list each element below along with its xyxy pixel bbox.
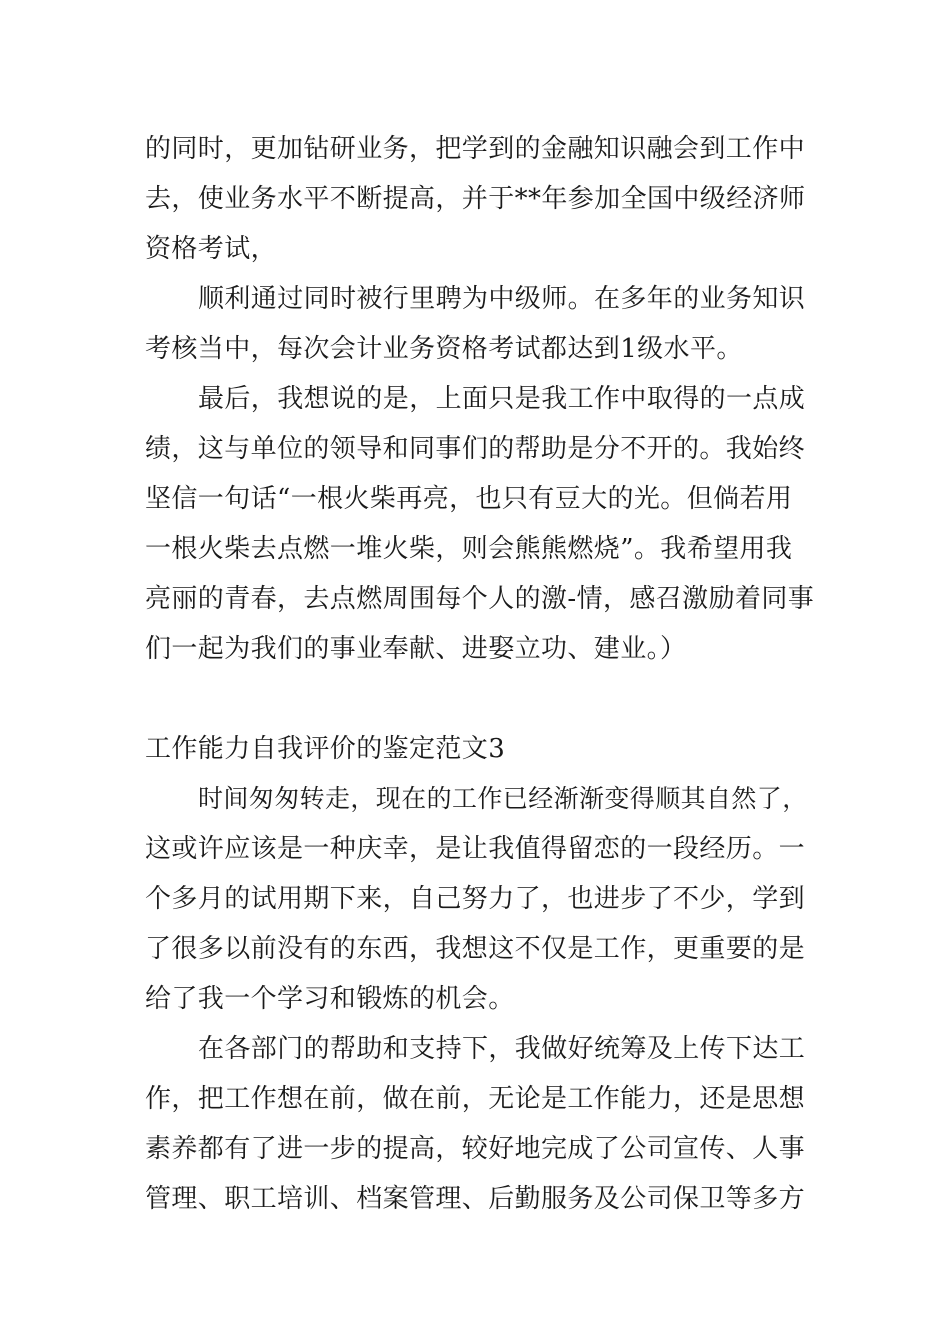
text-line: 去，使业务水平不断提高，并于**年参加全国中级经济师 bbox=[145, 184, 806, 214]
text-line: 考核当中，每次会计业务资格考试都达到1级水平。 bbox=[145, 334, 743, 364]
text-line: 资格考试， bbox=[145, 234, 278, 264]
text-line: 了很多以前没有的东西，我想这不仅是工作，更重要的是 bbox=[145, 934, 806, 964]
text-line: 在各部门的帮助和支持下，我做好统筹及上传下达工 bbox=[198, 1034, 806, 1064]
text-line: 一根火柴去点燃一堆火柴，则会熊熊燃烧”。我希望用我 bbox=[145, 534, 793, 564]
text-line: 时间匆匆转走，现在的工作已经渐渐变得顺其自然了， bbox=[198, 784, 808, 813]
text-line: 管理、职工培训、档案管理、后勤服务及公司保卫等多方 bbox=[145, 1184, 806, 1214]
text-line: 这或许应该是一种庆幸，是让我值得留恋的一段经历。一 bbox=[145, 834, 806, 864]
text-line: 绩，这与单位的领导和同事们的帮助是分不开的。我始终 bbox=[145, 434, 806, 464]
text-line: 作，把工作想在前，做在前，无论是工作能力，还是思想 bbox=[145, 1084, 806, 1114]
text-line: 坚信一句话“一根火柴再亮，也只有豆大的光。但倘若用 bbox=[145, 484, 793, 514]
text-line: 最后，我想说的是，上面只是我工作中取得的一点成 bbox=[198, 384, 806, 414]
text-line: 顺利通过同时被行里聘为中级师。在多年的业务知识 bbox=[198, 284, 806, 314]
text-line: 的同时，更加钻研业务，把学到的金融知识融会到工作中 bbox=[145, 134, 806, 164]
text-line: 亮丽的青春，去点燃周围每个人的激-情，感召激励着同事 bbox=[145, 584, 815, 614]
section-heading: 工作能力自我评价的鉴定范文3 bbox=[145, 734, 506, 764]
text-line: 们一起为我们的事业奉献、进娶立功、建业。） bbox=[145, 634, 687, 664]
text-line: 个多月的试用期下来，自己努力了，也进步了不少，学到 bbox=[145, 884, 806, 914]
text-line: 素养都有了进一步的提高，较好地完成了公司宣传、人事 bbox=[145, 1134, 806, 1164]
text-line: 给了我一个学习和锻炼的机会。 bbox=[145, 984, 515, 1014]
